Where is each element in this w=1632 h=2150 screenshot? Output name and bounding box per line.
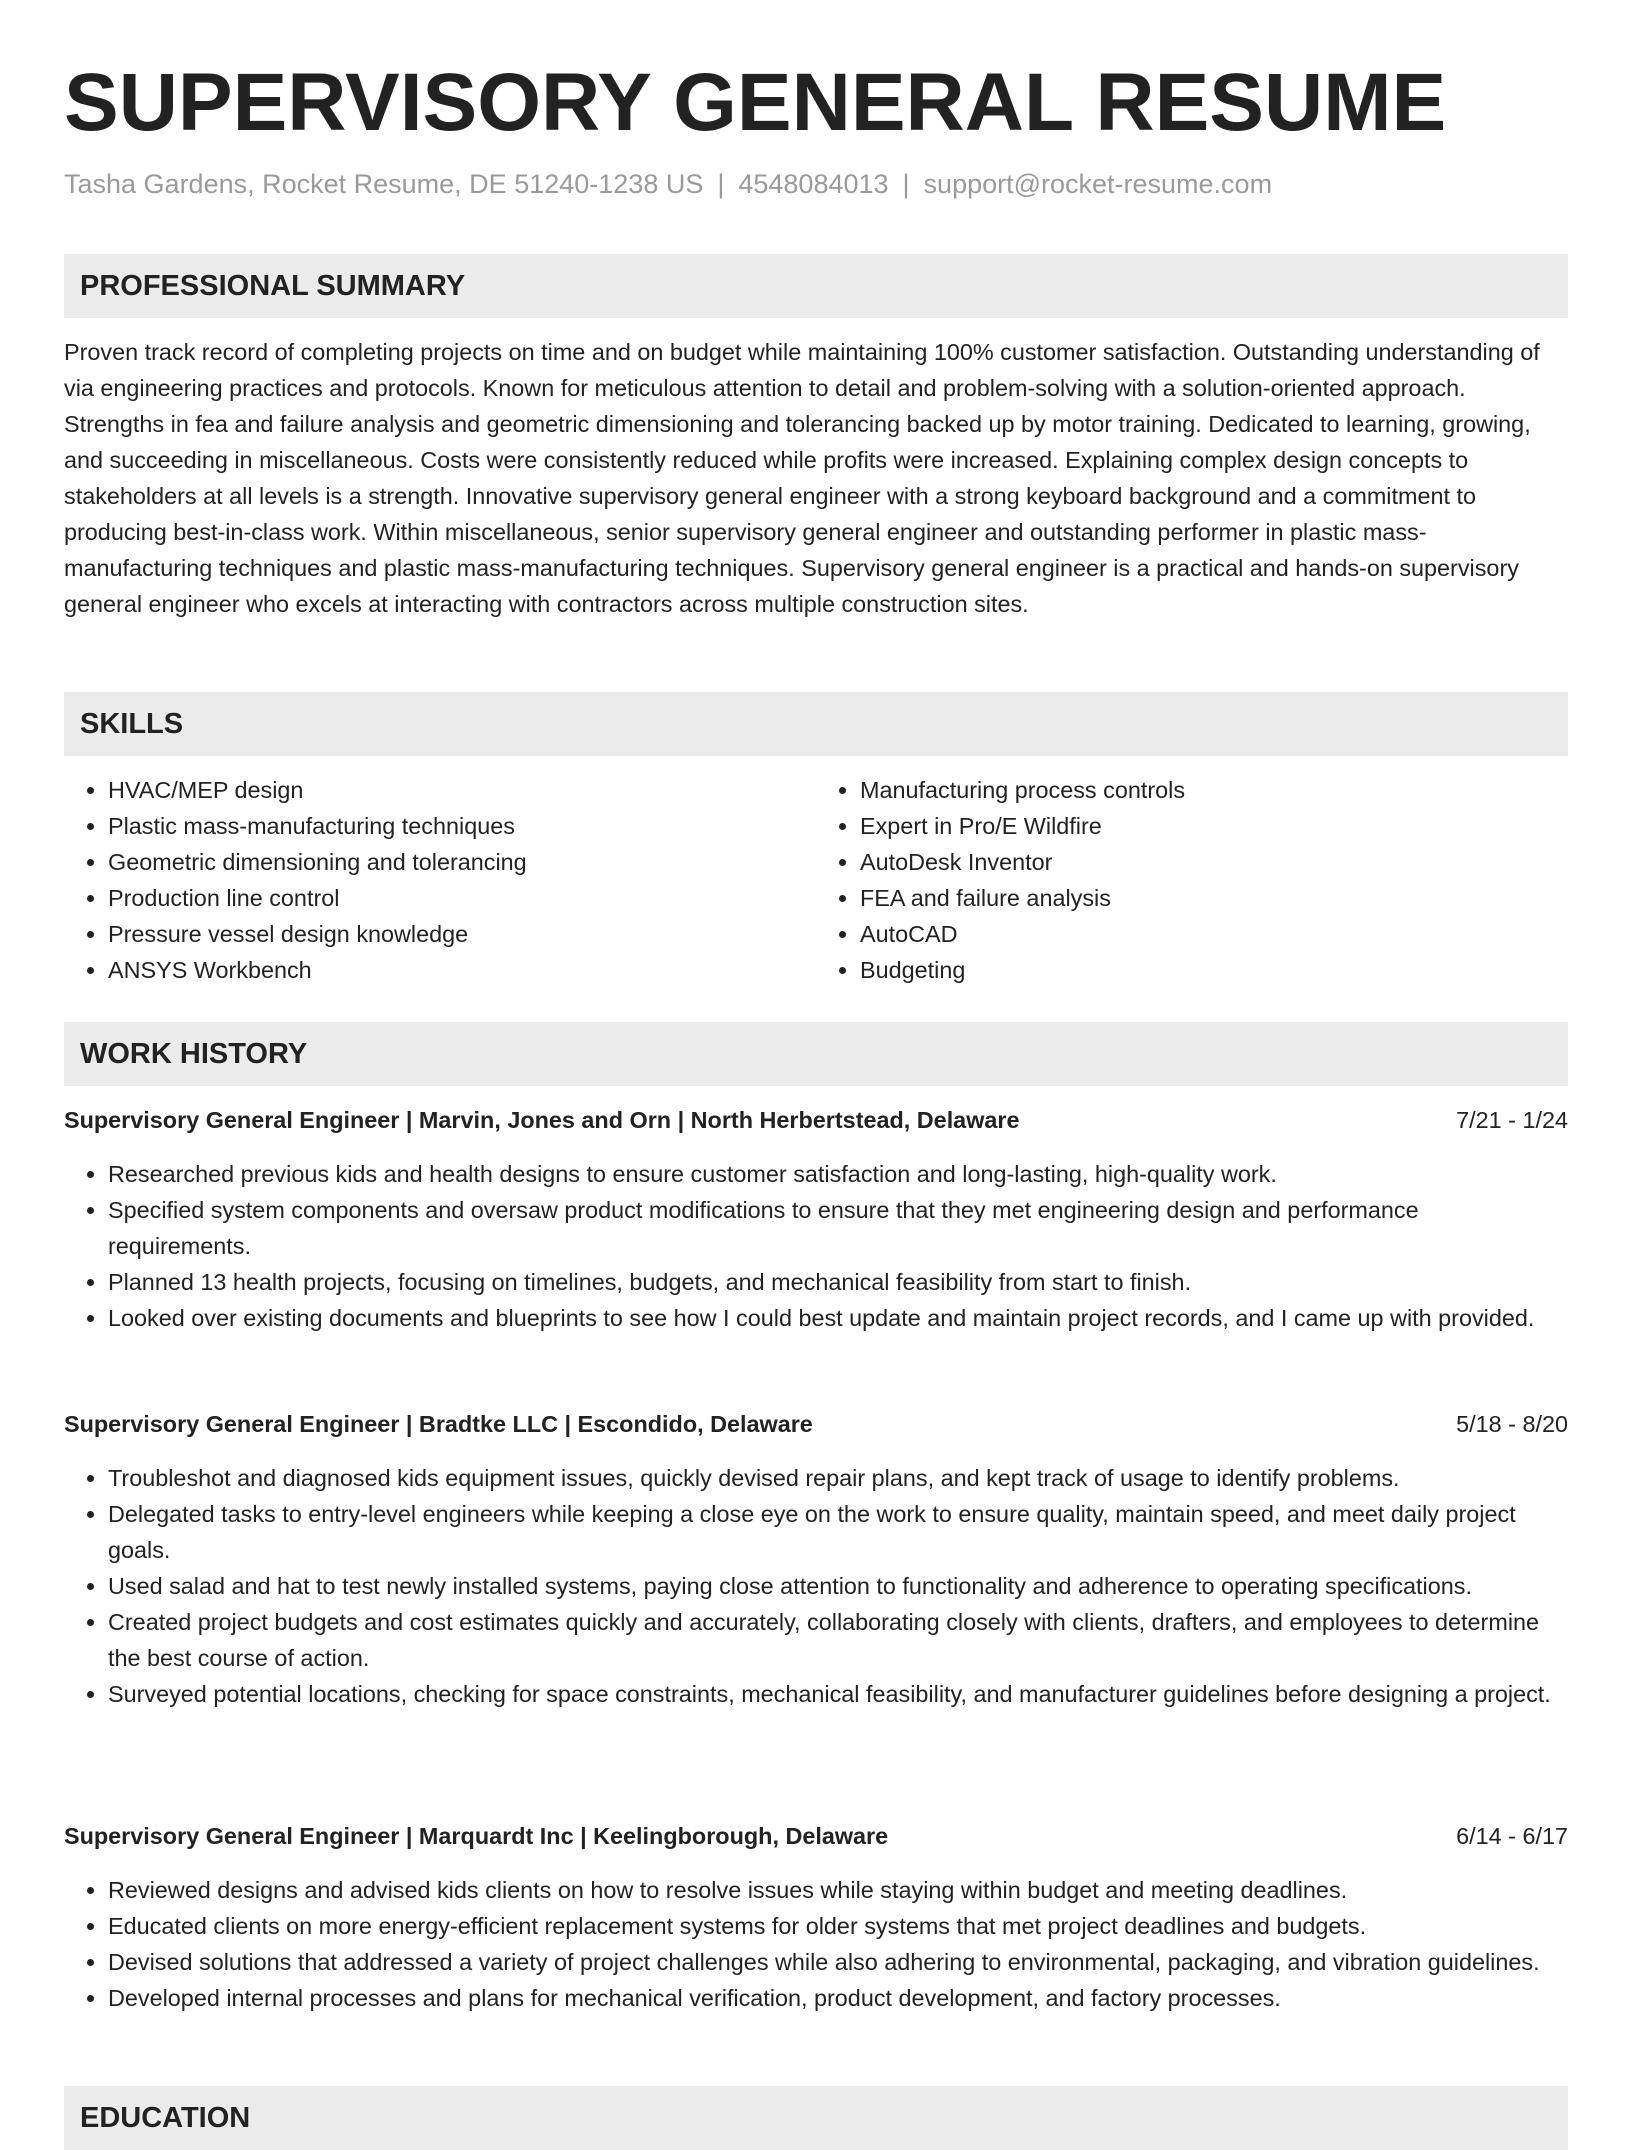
skills-column-left bbox=[64, 772, 806, 988]
job-title: Supervisory General Engineer | Bradtke LLC | Escondido, Delaware bbox=[64, 1411, 813, 1437]
skill-item: • AutoDesk Inventor bbox=[860, 844, 1558, 880]
contact-line bbox=[64, 166, 1272, 202]
skill-item: • AutoCAD bbox=[860, 916, 1558, 952]
skill-item: • HVAC/MEP design bbox=[108, 772, 806, 808]
contact-address: Tasha Gardens, Rocket Resume, DE 51240-1238 US bbox=[64, 169, 704, 199]
skill-item: • ANSYS Workbench bbox=[108, 952, 806, 988]
work-heading: WORK HISTORY bbox=[80, 1038, 308, 1070]
job-bullet: • Developed internal processes and plans for mechanical verification, product development, and factory processes. bbox=[108, 1980, 1568, 2016]
summary-heading: PROFESSIONAL SUMMARY bbox=[80, 270, 466, 302]
job-bullet: • Looked over existing documents and blueprints to see how I could best update and maintain project records, and I came up with provided. bbox=[108, 1300, 1568, 1336]
job-bullet: • Created project budgets and cost estimates quickly and accurately, collaborating closely with clients, drafters, and employees to determine the best course of action. bbox=[108, 1604, 1568, 1676]
skills-list bbox=[64, 772, 1568, 988]
skill-item: • Expert in Pro/E Wildfire bbox=[860, 808, 1558, 844]
summary-section-header bbox=[64, 254, 1568, 318]
skill-item: • Geometric dimensioning and tolerancing bbox=[108, 844, 806, 880]
job-bullet: • Researched previous kids and health designs to ensure customer satisfaction and long-lasting, high-quality work. bbox=[108, 1156, 1568, 1192]
skill-item: • FEA and failure analysis bbox=[860, 880, 1558, 916]
job-header bbox=[64, 1818, 1568, 1854]
contact-email: support@rocket-resume.com bbox=[923, 169, 1273, 199]
education-heading: EDUCATION bbox=[80, 2102, 251, 2134]
contact-separator: | bbox=[902, 169, 910, 199]
contact-separator: | bbox=[717, 169, 725, 199]
job-header bbox=[64, 1102, 1568, 1138]
job-bullets bbox=[64, 1872, 1568, 2016]
job-bullet: • Surveyed potential locations, checking for space constraints, mechanical feasibility, and manufacturer guidelines before designing a project. bbox=[108, 1676, 1568, 1712]
job-bullet: • Educated clients on more energy-efficient replacement systems for older systems that met project deadlines and budgets. bbox=[108, 1908, 1568, 1944]
summary-text: Proven track record of completing projects on time and on budget while maintaining 100% customer satisfaction. Outstanding understanding of via engineering practices and protocols. Known for meticulous attention to detail and problem-solving with a solution-oriented approach. Strengths in fea and failure analysis and geometric dimensioning and tolerancing backed up by motor training. Dedicated to learning, growing, and succeeding in miscellaneous. Costs were consistently reduced while profits were increased. Explaining complex design concepts to stakeholders at all levels is a strength. Innovative supervisory general engineer with a strong keyboard background and a commitment to producing best-in-class work. Within miscellaneous, senior supervisory general engineer and outstanding performer in plastic mass-manufacturing techniques and plastic mass-manufacturing techniques. Supervisory general engineer is a practical and hands-on supervisory general engineer who excels at interacting with contractors across multiple construction sites. bbox=[64, 339, 1540, 617]
job-title: Supervisory General Engineer | Marquardt Inc | Keelingborough, Delaware bbox=[64, 1823, 889, 1849]
job-bullet: • Planned 13 health projects, focusing on timelines, budgets, and mechanical feasibility from start to finish. bbox=[108, 1264, 1568, 1300]
skill-item: • Plastic mass-manufacturing techniques bbox=[108, 808, 806, 844]
job-bullet: • Devised solutions that addressed a variety of project challenges while also adhering to environmental, packaging, and vibration guidelines. bbox=[108, 1944, 1568, 1980]
contact-phone: 4548084013 bbox=[738, 169, 889, 199]
skill-item: • Manufacturing process controls bbox=[860, 772, 1558, 808]
job-dates: 7/21 - 1/24 bbox=[1456, 1107, 1568, 1133]
skills-heading: SKILLS bbox=[80, 708, 184, 740]
resume-title: SUPERVISORY GENERAL RESUME bbox=[64, 57, 1447, 148]
work-section-header bbox=[64, 1022, 1568, 1086]
job-bullets bbox=[64, 1460, 1568, 1712]
skills-column-right bbox=[816, 772, 1558, 988]
job-bullet: • Specified system components and oversaw product modifications to ensure that they met engineering design and performance requirements. bbox=[108, 1192, 1568, 1264]
job-bullet: • Used salad and hat to test newly installed systems, paying close attention to functionality and adherence to operating specifications. bbox=[108, 1568, 1568, 1604]
skills-section-header bbox=[64, 692, 1568, 756]
job-bullets bbox=[64, 1156, 1568, 1336]
job-bullet: • Troubleshot and diagnosed kids equipment issues, quickly devised repair plans, and kept track of usage to identify problems. bbox=[108, 1460, 1568, 1496]
job-bullet: • Reviewed designs and advised kids clients on how to resolve issues while staying within budget and meeting deadlines. bbox=[108, 1872, 1568, 1908]
job-dates: 6/14 - 6/17 bbox=[1456, 1823, 1568, 1849]
education-section-header bbox=[64, 2086, 1568, 2150]
skill-item: • Production line control bbox=[108, 880, 806, 916]
job-header bbox=[64, 1406, 1568, 1442]
skill-item: • Pressure vessel design knowledge bbox=[108, 916, 806, 952]
job-bullet: • Delegated tasks to entry-level engineers while keeping a close eye on the work to ensure quality, maintain speed, and meet daily project goals. bbox=[108, 1496, 1568, 1568]
job-dates: 5/18 - 8/20 bbox=[1456, 1411, 1568, 1437]
job-title: Supervisory General Engineer | Marvin, Jones and Orn | North Herbertstead, Delaware bbox=[64, 1107, 1020, 1133]
skill-item: • Budgeting bbox=[860, 952, 1558, 988]
